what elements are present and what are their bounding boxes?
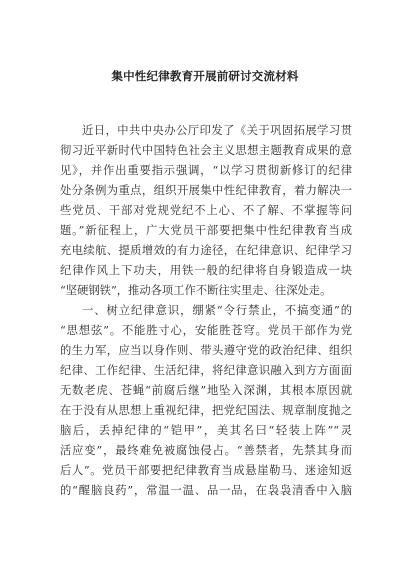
- paragraph-line: 无数老虎、苍蝇“前腐后继”地坠入深渊，其根本原因就: [60, 384, 352, 397]
- paragraph-line: 彻习近平新时代中国特色社会主义思想主题教育成果的意: [60, 144, 352, 157]
- paragraph-line: 见》，并作出重要指示强调，“以学习贯彻新修订的纪律: [60, 164, 352, 177]
- paragraph-line: 处分条例为重点，组织开展集中性纪律教育，着力解决一: [60, 184, 352, 197]
- paragraph-line: “思想弦”。不能胜寸心，安能胜苍穹。党员干部作为党: [60, 324, 352, 337]
- paragraph-line: 纪律、工作纪律、生活纪律，将纪律意识融入到方方面面: [60, 364, 352, 377]
- paragraph-line: 在于没有从思想上重视纪律，把党纪国法、规章制度抛之: [60, 404, 352, 417]
- paragraph-line: 脑后，丢掉纪律的“铠甲”，美其名曰“轻装上阵”“灵: [60, 424, 352, 437]
- document-title: 集中性纪律教育开展前研讨交流材料: [111, 69, 299, 83]
- paragraph-line: 后人”。党员干部要把纪律教育当成悬崖勒马、迷途知返: [60, 464, 352, 477]
- paragraph-line: 纪律作风上下功夫，用铁一般的纪律将自身锻造成一块: [60, 264, 352, 277]
- paragraph-line: 些党员、干部对党规党纪不上心、不了解、不掌握等问: [60, 204, 352, 217]
- section-heading-line: 一、树立纪律意识，绷紧“令行禁止，不搞变通”的: [82, 304, 352, 317]
- paragraph-line: 的“醒脑良药”，常温一温、品一品，在袅袅清香中入脑: [60, 484, 352, 497]
- paragraph-line: “坚硬钢铁”，推动各项工作不断往实里走、往深处走。: [60, 284, 332, 297]
- paragraph-line: 题。”新征程上，广大党员干部要把集中性纪律教育当成: [60, 224, 352, 237]
- paragraph-line: 活应变”，最终难免被腐蚀侵占。“善禁者，先禁其身而: [60, 444, 352, 457]
- paragraph-line: 的生力军，应当以身作则、带头遵守党的政治纪律、组织: [60, 344, 352, 357]
- paragraph-line: 近日，中共中央办公厅印发了《关于巩固拓展学习贯: [82, 124, 352, 137]
- paragraph-line: 充电续航、提质增效的有力途径，在纪律意识、纪律学习: [60, 244, 352, 257]
